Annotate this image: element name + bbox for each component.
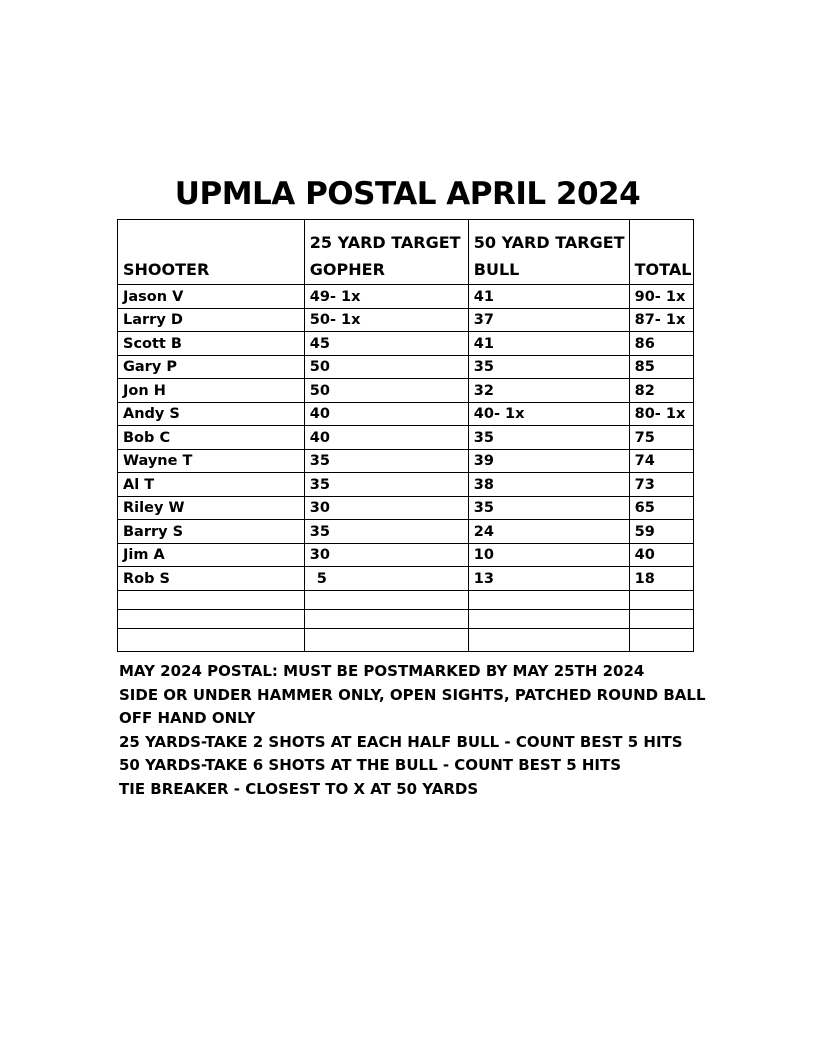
- table-row: [118, 379, 694, 403]
- cell-25-yard: 30: [304, 496, 468, 520]
- table-row: [118, 567, 694, 591]
- cell-total: 86: [629, 332, 693, 356]
- empty-cell: [118, 609, 305, 628]
- cell-50-yard: 13: [468, 567, 629, 591]
- cell-total: 40: [629, 543, 693, 567]
- note-line: MAY 2024 POSTAL: MUST BE POSTMARKED BY MAY 25TH 2024: [119, 662, 645, 680]
- table-row: [118, 355, 694, 379]
- table-row: [118, 332, 694, 356]
- cell-25-yard: 50- 1x: [304, 308, 468, 332]
- cell-50-yard: 40- 1x: [468, 402, 629, 426]
- cell-shooter: Larry D: [118, 308, 305, 332]
- cell-shooter: Al T: [118, 473, 305, 497]
- note-line: TIE BREAKER - CLOSEST TO X AT 50 YARDS: [119, 779, 479, 798]
- note-line: 25 YARDS-TAKE 2 SHOTS AT EACH HALF BULL - COUNT BEST 5 HITS: [119, 732, 683, 751]
- cell-50-yard: 41: [468, 285, 629, 309]
- cell-shooter: Jason V: [118, 285, 305, 309]
- cell-total: 59: [629, 520, 693, 544]
- empty-row: [118, 590, 694, 609]
- cell-50-yard: 39: [468, 449, 629, 473]
- note-line: 50 YARDS-TAKE 6 SHOTS AT THE BULL - COUNT BEST 5 HITS: [119, 756, 622, 774]
- cell-total: 75: [629, 426, 693, 450]
- table-row: [118, 308, 694, 332]
- header-shooter: [118, 220, 305, 285]
- header-50-yard-line2: BULL: [473, 260, 520, 279]
- cell-shooter: Bob C: [118, 426, 305, 450]
- header-50-yard-line1: 50 YARD TARGET: [473, 233, 625, 252]
- cell-shooter: Barry S: [118, 520, 305, 544]
- cell-shooter: Andy S: [118, 402, 305, 426]
- cell-total: 90- 1x: [629, 285, 693, 309]
- table-row: [118, 449, 694, 473]
- empty-row: [118, 628, 694, 652]
- empty-cell: [304, 609, 468, 628]
- table-row: [118, 520, 694, 544]
- cell-25-yard: 35: [304, 473, 468, 497]
- cell-total: 85: [629, 355, 693, 379]
- cell-50-yard: 35: [468, 355, 629, 379]
- cell-50-yard: 37: [468, 308, 629, 332]
- cell-50-yard: 41: [468, 332, 629, 356]
- table-row: [118, 473, 694, 497]
- note-line: OFF HAND ONLY: [119, 709, 256, 727]
- cell-25-yard: 40: [304, 426, 468, 450]
- header-25-yard-line2: GOPHER: [309, 260, 385, 279]
- cell-50-yard: 24: [468, 520, 629, 544]
- cell-shooter: Scott B: [118, 332, 305, 356]
- empty-cell: [629, 628, 693, 652]
- cell-shooter: Jim A: [118, 543, 305, 567]
- header-25-yard-line1: 25 YARD TARGET: [309, 233, 461, 252]
- cell-25-yard: 50: [304, 379, 468, 403]
- table-row: [118, 426, 694, 450]
- empty-cell: [118, 628, 305, 652]
- cell-25-yard: 35: [304, 520, 468, 544]
- cell-total: 65: [629, 496, 693, 520]
- empty-cell: [118, 590, 305, 609]
- table-row: [118, 496, 694, 520]
- header-50-yard: [468, 220, 629, 285]
- empty-row: [118, 609, 694, 628]
- cell-total: 87- 1x: [629, 308, 693, 332]
- empty-cell: [468, 590, 629, 609]
- empty-cell: [468, 609, 629, 628]
- cell-total: 74: [629, 449, 693, 473]
- cell-25-yard: 5: [304, 567, 468, 591]
- cell-shooter: Riley W: [118, 496, 305, 520]
- cell-50-yard: 38: [468, 473, 629, 497]
- cell-shooter: Gary P: [118, 355, 305, 379]
- cell-25-yard: 40: [304, 402, 468, 426]
- cell-shooter: Rob S: [118, 567, 305, 591]
- cell-25-yard: 35: [304, 449, 468, 473]
- empty-cell: [629, 609, 693, 628]
- header-total: [629, 220, 693, 285]
- cell-25-yard: 50: [304, 355, 468, 379]
- page-title: UPMLA POSTAL APRIL 2024: [174, 176, 641, 212]
- table-row: [118, 543, 694, 567]
- rules-notes: [119, 660, 759, 801]
- header-total-label: TOTAL: [634, 260, 692, 279]
- cell-total: 73: [629, 473, 693, 497]
- cell-50-yard: 10: [468, 543, 629, 567]
- cell-25-yard: 30: [304, 543, 468, 567]
- empty-cell: [468, 628, 629, 652]
- table-row: [118, 402, 694, 426]
- note-line: SIDE OR UNDER HAMMER ONLY, OPEN SIGHTS, PATCHED ROUND BALL: [119, 685, 706, 704]
- header-25-yard: [304, 220, 468, 285]
- cell-total: 18: [629, 567, 693, 591]
- cell-total: 82: [629, 379, 693, 403]
- empty-cell: [629, 590, 693, 609]
- cell-50-yard: 32: [468, 379, 629, 403]
- cell-25-yard: 49- 1x: [304, 285, 468, 309]
- cell-50-yard: 35: [468, 496, 629, 520]
- cell-shooter: Wayne T: [118, 449, 305, 473]
- scores-table: [117, 219, 694, 652]
- empty-cell: [304, 590, 468, 609]
- header-row: [118, 220, 694, 285]
- header-shooter-label: SHOOTER: [123, 260, 210, 279]
- table-row: [118, 285, 694, 309]
- cell-25-yard: 45: [304, 332, 468, 356]
- cell-shooter: Jon H: [118, 379, 305, 403]
- cell-total: 80- 1x: [629, 402, 693, 426]
- cell-50-yard: 35: [468, 426, 629, 450]
- empty-cell: [304, 628, 468, 652]
